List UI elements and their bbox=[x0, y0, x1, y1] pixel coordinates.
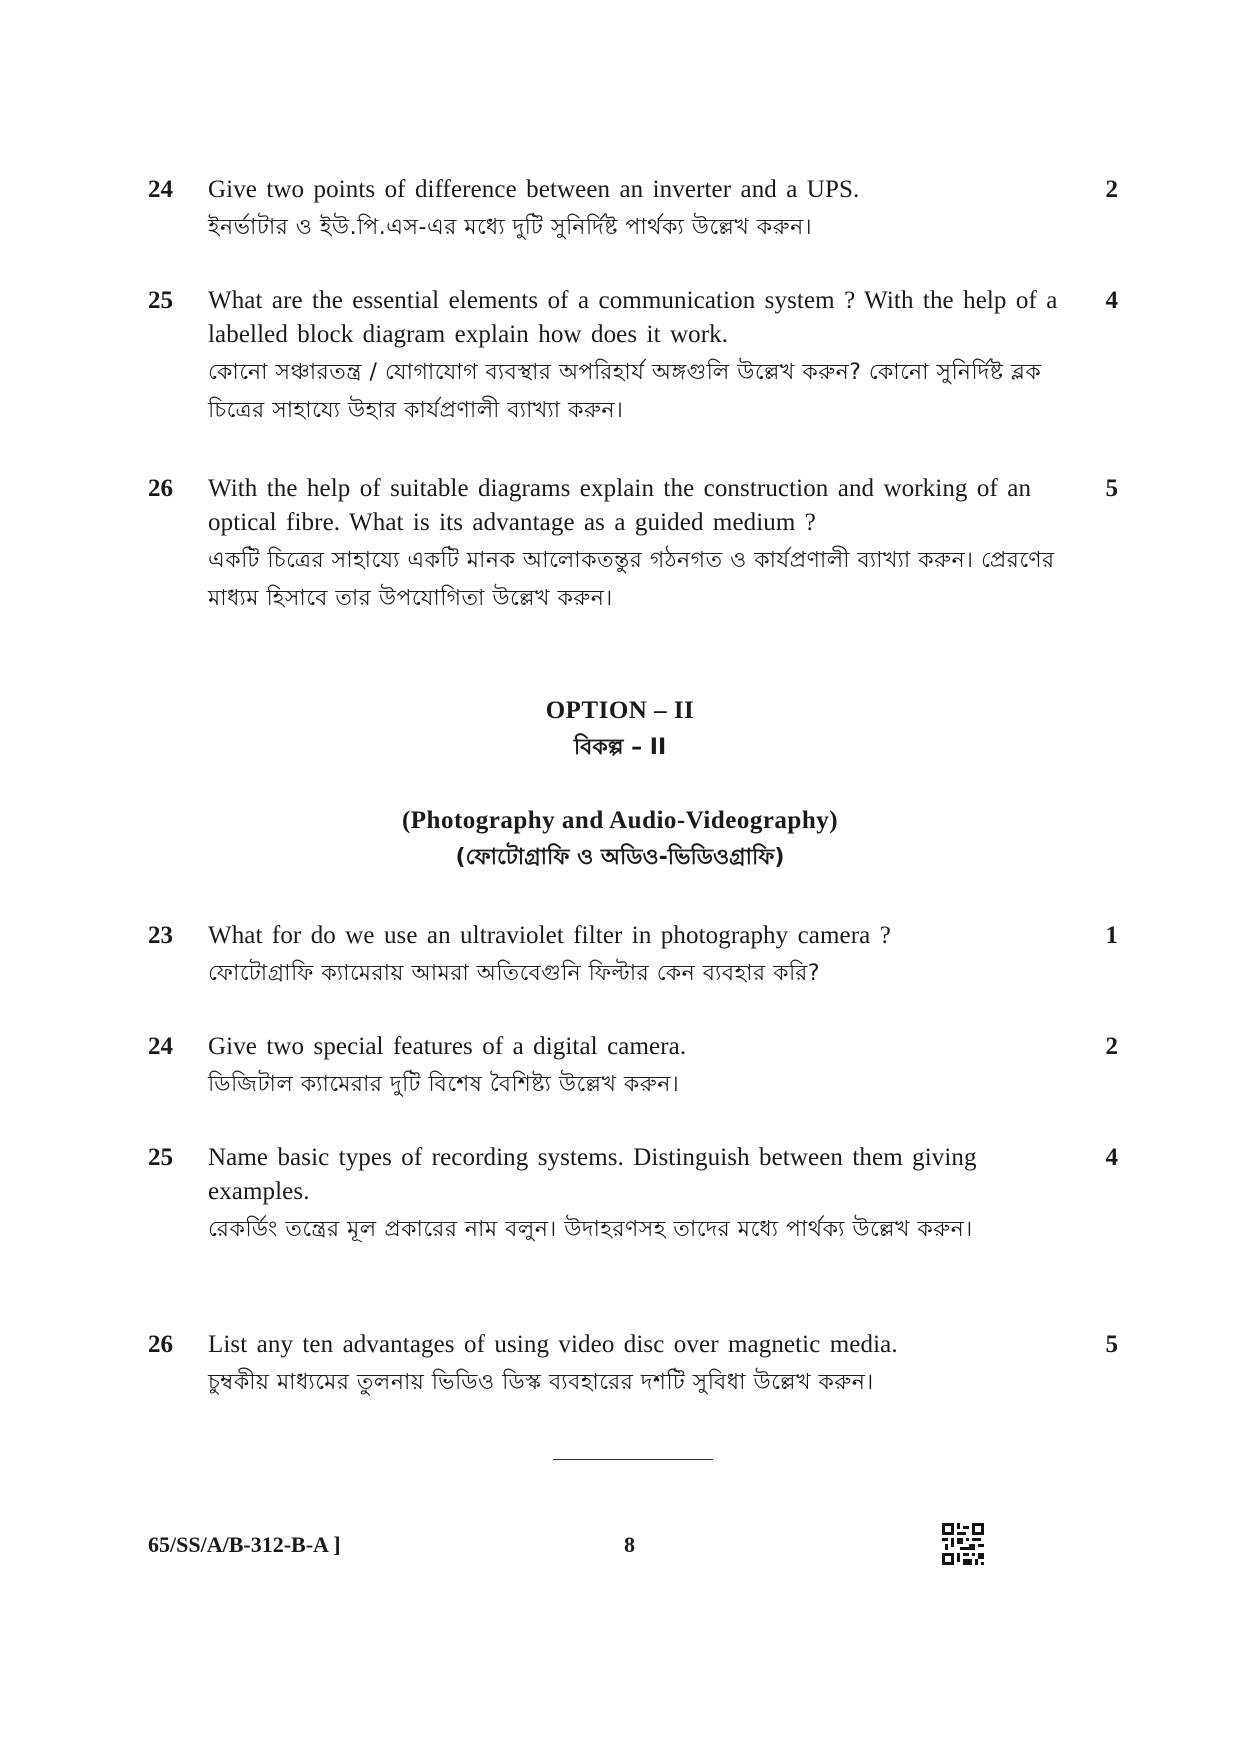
question-text-bengali: রেকর্ডিং তন্ত্রের মূল প্রকারের নাম বলুন। উদাহরণসহ তাদের মধ্যে পার্থক্য উল্লেখ করুন। bbox=[208, 1217, 973, 1242]
question-marks: 4 bbox=[1105, 287, 1118, 314]
question-marks: 4 bbox=[1105, 1144, 1118, 1171]
question-number: 25 bbox=[148, 287, 173, 314]
question-text-bengali: একটি চিত্রের সাহায্যে একটি মানক আলোকতন্তুর গঠনগত ও কার্যপ্রণালী ব্যাখ্যা করুন। প্রেরণের মাধ্যম হিসাবে তার উপযোগিতা উল্লেখ করুন। bbox=[208, 548, 1055, 611]
question-text-english: Name basic types of recording systems. Distinguish between them giving examples. bbox=[208, 1144, 977, 1205]
paper-code: 65/SS/A/B-312-B-A ] bbox=[148, 1532, 341, 1557]
option-subject-bengali: (ফোটোগ্রাফি ও অডিও-ভিডিওগ্রাফি) bbox=[455, 845, 785, 870]
question-text-english: List any ten advantages of using video disc over magnetic media. bbox=[208, 1331, 898, 1358]
option-title-bengali: বিকল্প – II bbox=[573, 735, 667, 760]
qr-code-icon bbox=[942, 1523, 984, 1565]
question-text-english: What for do we use an ultraviolet filter in photography camera ? bbox=[208, 922, 891, 949]
question-number: 23 bbox=[148, 922, 173, 949]
option-title: OPTION – II bbox=[545, 697, 695, 724]
question-number: 25 bbox=[148, 1144, 173, 1171]
question-text-english: Give two points of difference between an inverter and a UPS. bbox=[208, 176, 860, 203]
question-text-english: Give two special features of a digital camera. bbox=[208, 1033, 687, 1060]
option-heading bbox=[0, 694, 1240, 768]
question-number: 24 bbox=[148, 1033, 173, 1060]
question-marks: 5 bbox=[1105, 475, 1118, 502]
question-text-english: With the help of suitable diagrams explain the construction and working of an optical fibre. What is its advantage as a guided medium ? bbox=[208, 475, 1032, 536]
option-subject-english: (Photography and Audio-Videography) bbox=[401, 807, 839, 834]
question-text-bengali: ইনর্ভাটার ও ইউ.পি.এস-এর মধ্যে দুটি সুনির্দিষ্ট পার্থক্য উল্লেখ করুন। bbox=[208, 215, 813, 240]
page-number: 8 bbox=[624, 1532, 635, 1557]
question-text-english: What are the essential elements of a communication system ? With the help of a labelled block diagram explain how does it work. bbox=[208, 287, 1058, 348]
question-number: 24 bbox=[148, 176, 173, 203]
question-marks: 1 bbox=[1105, 922, 1118, 949]
question-text-bengali: ফোটোগ্রাফি ক্যামেরায় আমরা অতিবেগুনি ফিল্টার কেন ব্যবহার করি? bbox=[208, 961, 821, 986]
end-divider bbox=[553, 1459, 713, 1460]
question-number: 26 bbox=[148, 1331, 173, 1358]
question-text-bengali: চুম্বকীয় মাধ্যমের তুলনায় ভিডিও ডিস্ক ব্যবহারের দশটি সুবিধা উল্লেখ করুন। bbox=[208, 1370, 874, 1395]
option-subject bbox=[0, 804, 1240, 878]
question-marks: 2 bbox=[1105, 1033, 1118, 1060]
question-number: 26 bbox=[148, 475, 173, 502]
question-marks: 5 bbox=[1105, 1331, 1118, 1358]
question-text-bengali: ডিজিটাল ক্যামেরার দুটি বিশেষ বৈশিষ্ট্য উল্লেখ করুন। bbox=[208, 1072, 680, 1097]
question-text-bengali: কোনো সঞ্চারতন্ত্র / যোগাযোগ ব্যবস্থার অপরিহার্য অঙ্গগুলি উল্লেখ করুন? কোনো সুনির্দিষ্ট ব্লক চিত্রের সাহায্যে উহার কার্যপ্রণালী ব্যাখ্যা করুন। bbox=[208, 360, 1042, 423]
question-marks: 2 bbox=[1105, 176, 1118, 203]
